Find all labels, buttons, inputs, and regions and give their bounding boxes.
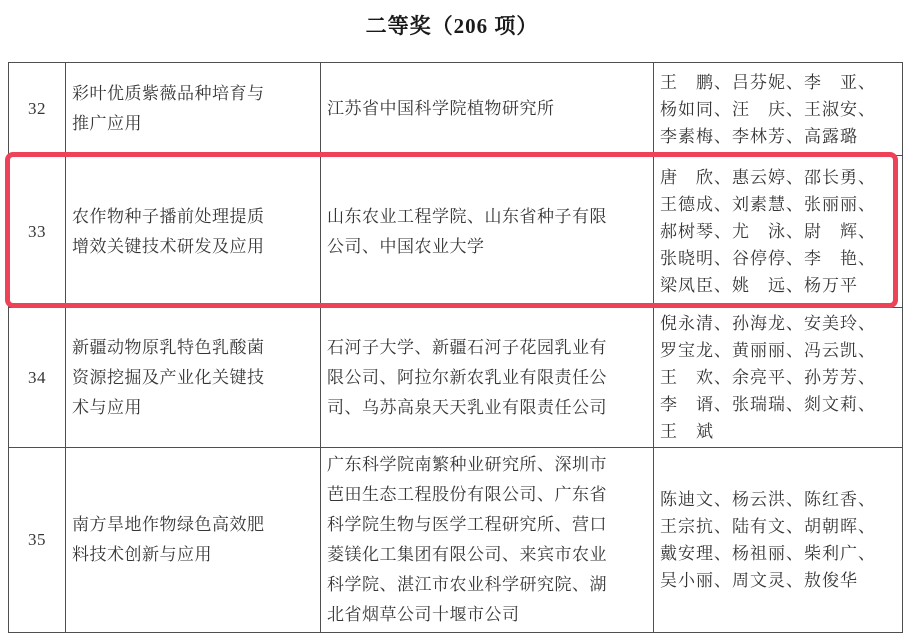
text-line: 江苏省中国科学院植物研究所 (327, 99, 555, 118)
text-line: 料技术创新与应用 (72, 545, 212, 564)
text-line: 张晓明、谷停停、李 艳、 (660, 249, 876, 268)
text-line: 新疆动物原乳特色乳酸菌 (72, 337, 265, 357)
winners-cell (654, 156, 903, 308)
text-line: 南方旱地作物绿色高效肥 (72, 515, 265, 534)
table-row (9, 448, 903, 633)
project-name-cell (66, 63, 321, 156)
winners-cell (654, 308, 903, 448)
row-number: 35 (9, 448, 66, 633)
text-line: 吴小丽、周文灵、敖俊华 (660, 571, 858, 590)
winners-cell (654, 63, 903, 156)
text-line: 王 鹏、吕芬妮、李 亚、 (660, 72, 876, 92)
project-name-cell (66, 448, 321, 633)
text-line: 唐 欣、惠云婷、邵长勇、 (660, 168, 876, 187)
text-line: 术与应用 (72, 397, 142, 417)
text-line: 广东科学院南繁种业研究所、深圳市 (327, 455, 607, 474)
text-line: 石河子大学、新疆石河子花园乳业有 (327, 337, 607, 357)
text-line: 农作物种子播前处理提质 (72, 206, 265, 226)
text-line: 科学院、湛江市农业科学研究院、湖 (327, 575, 607, 594)
text-line: 增效关键技术研发及应用 (72, 236, 265, 256)
text-line: 资源挖掘及产业化关键技 (72, 367, 265, 387)
text-line: 公司、中国农业大学 (327, 236, 485, 256)
text-line: 王 欢、余亮平、孙芳芳、 (660, 368, 876, 387)
text-line: 限公司、阿拉尔新农乳业有限责任公 (327, 367, 607, 387)
project-name-cell (66, 156, 321, 308)
table-row (9, 308, 903, 448)
text-line: 郝树琴、尤 泳、尉 辉、 (660, 222, 876, 241)
text-line: 山东农业工程学院、山东省种子有限 (327, 206, 607, 226)
text-line: 芭田生态工程股份有限公司、广东省 (327, 485, 607, 504)
text-line: 科学院生物与医学工程研究所、营口 (327, 515, 607, 534)
row-number: 34 (9, 308, 66, 448)
row-number: 33 (9, 156, 66, 308)
text-line: 梁凤臣、姚 远、杨万平 (660, 276, 858, 295)
text-line: 李素梅、李林芳、高露璐 (660, 126, 858, 146)
text-line: 推广应用 (72, 114, 142, 133)
text-line: 北省烟草公司十堰市公司 (327, 605, 520, 624)
text-line: 杨如同、汪 庆、王淑安、 (660, 99, 876, 119)
text-line: 罗宝龙、黄丽丽、冯云凯、 (660, 341, 876, 360)
organizations-cell (321, 63, 654, 156)
text-line: 戴安理、杨祖丽、柴利广、 (660, 544, 876, 563)
text-line: 陈迪文、杨云洪、陈红香、 (660, 490, 876, 509)
row-number: 32 (9, 63, 66, 156)
text-line: 王 斌 (660, 422, 714, 441)
winners-cell (654, 448, 903, 633)
project-name-cell (66, 308, 321, 448)
awards-table (8, 62, 903, 633)
organizations-cell (321, 156, 654, 308)
text-line: 倪永清、孙海龙、安美玲、 (660, 314, 876, 333)
table-row (9, 63, 903, 156)
table-row-highlighted (9, 156, 903, 308)
text-line: 司、乌苏高泉天天乳业有限责任公司 (327, 397, 607, 417)
text-line: 菱镁化工集团有限公司、来宾市农业 (327, 545, 607, 564)
text-line: 王宗抗、陆有文、胡朝晖、 (660, 517, 876, 536)
text-line: 王德成、刘素慧、张丽丽、 (660, 195, 876, 214)
organizations-cell (321, 448, 654, 633)
text-line: 彩叶优质紫薇品种培育与 (72, 84, 265, 103)
page-title: 二等奖（206 项） (365, 14, 539, 38)
text-line: 李 谞、张瑞瑞、剡文莉、 (660, 395, 876, 414)
organizations-cell (321, 308, 654, 448)
